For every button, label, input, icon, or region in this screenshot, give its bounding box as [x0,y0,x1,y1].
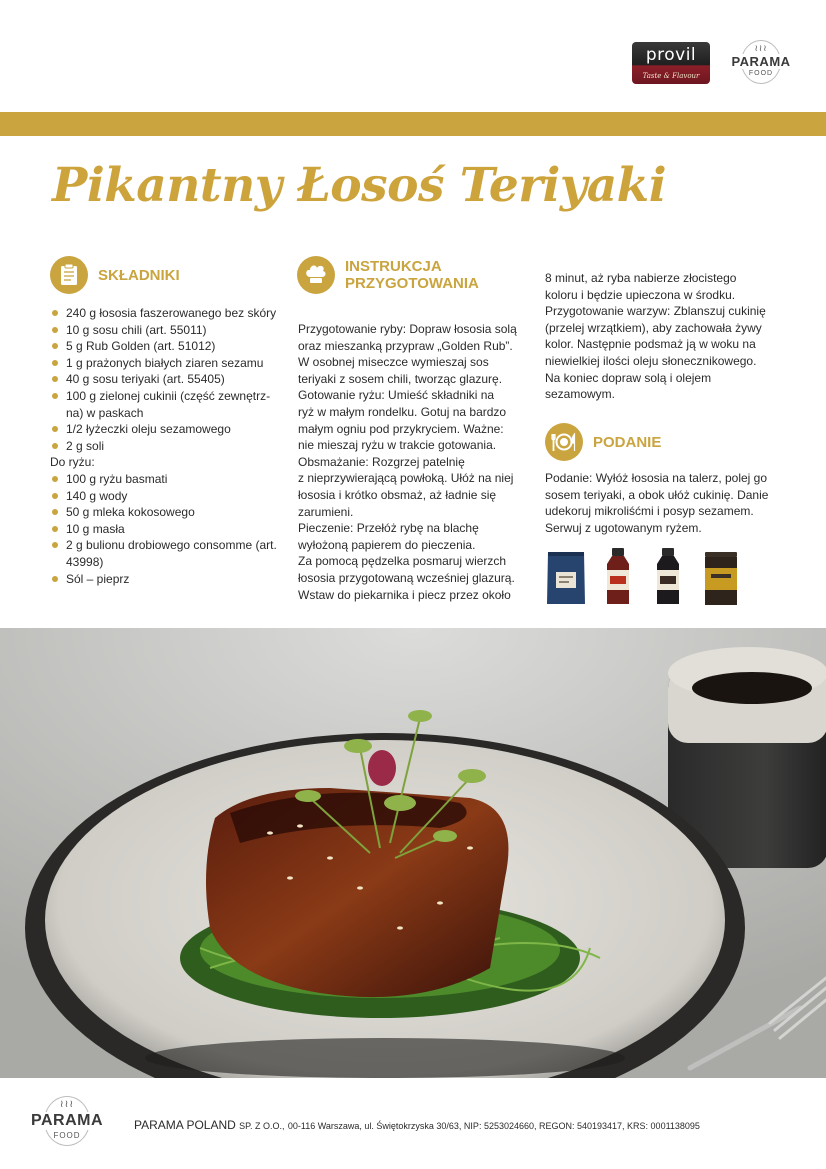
provil-logo [632,42,710,84]
parama-logo-sub: FOOD [748,70,774,77]
page-footer [0,1078,826,1169]
dish-photo [0,628,826,1078]
instruction-line: Przygotowanie warzyw: Zblanszuj cukinię [545,304,766,319]
instruction-line: W osobnej miseczce wymieszaj sos [298,355,489,370]
ingredient-item: 100 g zielonej cukinii (część zewnętrz-na) w paskach [50,388,282,421]
serving-line: udekoruj mikroliśćmi i posyp sezamem. [545,504,754,519]
instruction-line: niewielkiej ilości oleju słonecznikowego. [545,353,757,368]
rice-ingredient-item: 140 g wody [50,488,290,505]
instruction-line: 8 minut, aż ryba nabierze złocistego [545,271,737,285]
recipe-title: Pikantny Łosoś Teriyaki [52,158,667,213]
instruction-line: zarumieni. [298,504,354,519]
ingredient-item: 2 g soli [50,438,290,455]
instruction-line: Na koniec dopraw solą i olejem [545,370,712,385]
instructions-column-1 [298,321,538,603]
footer-parama-logo [28,1096,106,1148]
serving-line: Serwuj z ugotowanym ryżem. [545,520,702,535]
instructions-heading [345,258,479,292]
serving-heading: PODANIE [593,433,662,451]
provil-logo-name: provil [645,45,697,65]
ingredient-item: 1/2 łyżeczki oleju sezamowego [50,421,290,438]
instruction-line: Pieczenie: Przełóż rybę na blachę [298,521,479,536]
company-legal-form: SP. Z O.O., [239,1121,285,1131]
product-images [545,548,745,608]
serving-text [545,470,800,536]
instruction-line: Obsmażanie: Rozgrzej patelnię [298,454,465,469]
rice-ingredient-item: 2 g bulionu drobiowego consomme (art. 43998) [50,537,280,570]
rice-ingredient-item: 10 g masła [50,521,290,538]
serving-header [545,423,661,461]
instruction-line: Przygotowanie ryby: Dopraw łososia solą [298,322,517,336]
provil-logo-tagline: Taste & Flavour [642,72,700,80]
instructions-header [297,256,479,294]
chili-sauce-bottle-image [603,548,633,606]
company-address: 00-116 Warszawa, ul. Świętokrzyska 30/63, NIP: 5253024660, REGON: 540193417, KRS: 0001138095 [287,1121,700,1131]
instruction-line: Gotowanie ryżu: Umieść składniki na [298,388,495,403]
company-name: PARAMA POLAND [134,1118,236,1132]
instruction-line: z nieprzywierającą powłoką. Ułóż na niej [298,471,514,486]
rice-ingredient-item: 100 g ryżu basmati [50,471,290,488]
ingredients-list [50,305,290,587]
plate-cutlery-icon [545,423,583,461]
serving-line: sosem teriyaki, a obok ułóż cukinię. Danie [545,487,769,502]
rice-ingredient-item: Sól – pieprz [50,571,290,588]
instructions-heading-line2: PRZYGOTOWANIA [345,275,479,292]
instruction-line: łososia przygotowaną wcześniej glazurą. [298,570,515,585]
instruction-line: (przelej wrzątkiem), aby zachowała żywy [545,320,762,335]
ingredients-heading: SKŁADNIKI [98,266,180,284]
instruction-line: Wstaw do piekarnika i piecz przez około [298,587,511,602]
instruction-line: oraz mieszanką przypraw „Golden Rub”. [298,338,513,353]
ingredient-item: 240 g łososia faszerowanego bez skóry [50,305,290,322]
instruction-line: nie mieszaj ryżu w trakcie gotowania. [298,438,497,453]
steam-icon: ≀≀≀ [754,43,768,53]
ingredient-item: 10 g sosu chili (art. 55011) [50,322,290,339]
chef-hat-icon [297,256,335,294]
company-details [134,1118,700,1132]
salmon-teriyaki-photo [0,628,826,1078]
parama-food-logo [726,40,796,86]
page-header [0,0,826,112]
instructions-column-2 [545,270,795,403]
consomme-tub-image [703,552,739,606]
instruction-line: Za pomocą pędzelka posmaruj wierzch [298,554,507,569]
instruction-line: wyłożoną papierem do pieczenia. [298,537,476,552]
instruction-line: łososia i krótko obsmaż, aż ładnie się [298,487,497,502]
footer-logo-name: PARAMA [28,1112,106,1130]
steam-icon: ≀≀≀ [59,1099,75,1110]
serving-line: Podanie: Wyłóż łososia na talerz, polej go [545,471,768,485]
rub-golden-pouch-image [545,550,587,606]
ingredients-header [50,256,180,294]
instruction-line: koloru i będzie upieczona w środku. [545,287,736,302]
gold-divider-bar [0,112,826,136]
rice-ingredient-item: 50 g mleka kokosowego [50,504,290,521]
instruction-line: sezamowym. [545,387,616,402]
footer-logo-sub: FOOD [53,1131,81,1140]
teriyaki-sauce-bottle-image [653,548,683,606]
instruction-line: kolor. Następnie podsmaż ją w woku na [545,337,756,352]
recipe-card-icon [50,256,88,294]
ingredient-item: 40 g sosu teriyaki (art. 55405) [50,371,290,388]
ingredient-item: 1 g prażonych białych ziaren sezamu [50,355,290,372]
ingredient-item: 5 g Rub Golden (art. 51012) [50,338,290,355]
parama-logo-name: PARAMA [726,54,796,69]
instructions-heading-line1: INSTRUKCJA [345,258,442,275]
rice-subheading: Do ryżu: [50,455,95,470]
instruction-line: teriyaki z sosem chili, tworząc glazurę. [298,371,503,386]
instruction-line: małym ogniu pod przykryciem. Ważne: [298,421,504,436]
instruction-line: ryż w małym rondelku. Gotuj na bardzo [298,404,507,419]
